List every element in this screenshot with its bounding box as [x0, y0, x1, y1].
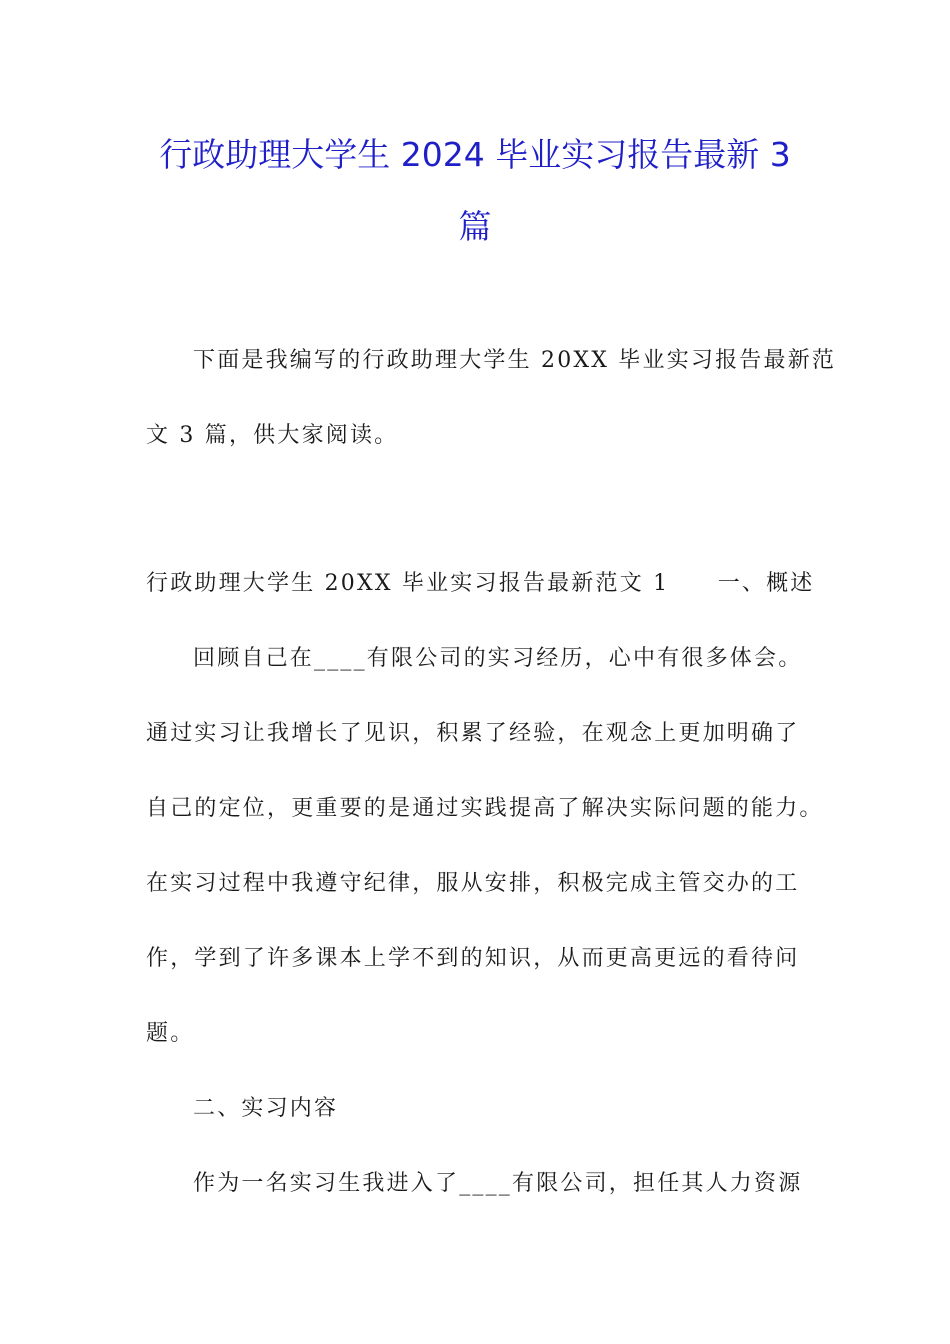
paragraph-line: 在实习过程中我遵守纪律，服从安排，积极完成主管交办的工	[146, 871, 800, 896]
section-heading: 二、实习内容	[193, 1096, 339, 1121]
document-title-line-1: 行政助理大学生 2024 毕业实习报告最新 3	[159, 135, 791, 174]
intro-line-2: 文 3 篇，供大家阅读。	[146, 423, 399, 448]
intro-line-1: 下面是我编写的行政助理大学生 20XX 毕业实习报告最新范	[193, 348, 837, 373]
paragraph-line: 自己的定位，更重要的是通过实践提高了解决实际问题的能力。	[146, 796, 824, 821]
paragraph-line: 作，学到了许多课本上学不到的知识，从而更高更远的看待问	[146, 946, 800, 971]
paragraph-line: 通过实习让我增长了见识，积累了经验，在观念上更加明确了	[146, 721, 800, 746]
paragraph-line: 作为一名实习生我进入了____有限公司，担任其人力资源	[193, 1171, 803, 1196]
paragraph-line: 题。	[146, 1021, 195, 1046]
article-heading: 行政助理大学生 20XX 毕业实习报告最新范文 1 一、概述	[146, 571, 815, 596]
document-title-line-2: 篇	[458, 207, 492, 246]
paragraph-line: 回顾自己在____有限公司的实习经历，心中有很多体会。	[193, 646, 803, 671]
